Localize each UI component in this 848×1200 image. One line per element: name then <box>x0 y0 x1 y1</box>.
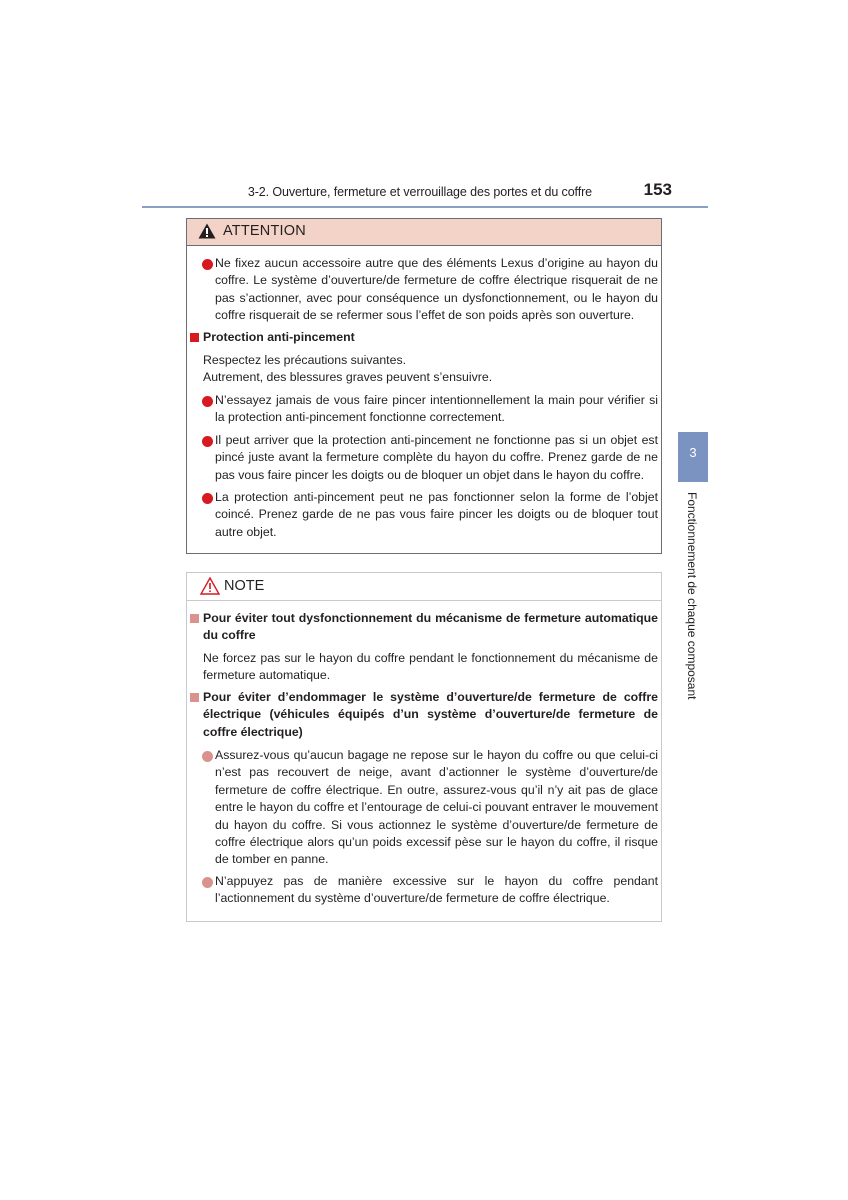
attention-bullet <box>202 255 658 325</box>
attention-title: ATTENTION <box>223 223 306 239</box>
note-bullet <box>202 873 658 908</box>
attention-bullet <box>202 432 658 484</box>
attention-header <box>187 219 661 246</box>
page-number: 153 <box>643 180 672 199</box>
square-bullet-icon <box>190 333 199 342</box>
bullet-text: N’appuyez pas de manière excessive sur le hayon du coffre pendant l’actionnement du système d’ouverture/de fermeture de coffre électrique. <box>215 874 658 906</box>
subheading-text: Pour éviter d’endommager le système d’ouverture/de fermeture de coffre électrique (véhicules équipés d’un système d’ouverture/de fermeture de coffre électrique) <box>203 690 658 739</box>
bullet-icon <box>202 396 213 407</box>
note-subheading <box>190 610 658 645</box>
chapter-label: Fonctionnement de chaque composant <box>685 492 699 700</box>
bullet-icon <box>202 436 213 447</box>
note-header <box>187 573 661 601</box>
attention-intro <box>203 352 658 387</box>
attention-bullet <box>202 489 658 541</box>
attention-bullet <box>202 392 658 427</box>
note-bullet <box>202 747 658 869</box>
paragraph-text: Ne forcez pas sur le hayon du coffre pendant le fonctionnement du mécanisme de fermeture automatique. <box>203 651 658 683</box>
bullet-text: Ne fixez aucun accessoire autre que des éléments Lexus d’origine au hayon du coffre. Le système d’ouverture/de fermeture de coffre électrique risquerait de ne pas s’actionner, avec pour conséquence un dysfonctionnement, ou le hayon du coffre risquerait de se refermer sous l’effet de son poids après son ouverture. <box>215 256 658 323</box>
bullet-text: La protection anti-pincement peut ne pas fonctionner selon la forme de l’objet coincé. Prenez garde de ne pas vous faire pincer les doigts ou de bloquer tout autre objet. <box>215 490 658 539</box>
note-text <box>203 650 658 685</box>
bullet-icon <box>202 751 213 762</box>
intro-text: Respectez les précautions suivantes. <box>203 353 407 367</box>
bullet-icon <box>202 877 213 888</box>
subheading-text: Pour éviter tout dysfonctionnement du mécanisme de fermeture automatique du coffre <box>203 611 658 643</box>
note-box <box>186 572 662 922</box>
header-rule <box>142 206 708 208</box>
section-title: 3-2. Ouverture, fermeture et verrouillage des portes et du coffre <box>247 185 592 199</box>
chapter-tab: 3 <box>678 432 708 482</box>
bullet-text: Il peut arriver que la protection anti-pincement ne fonctionne pas si un objet est pincé juste avant la fermeture complète du hayon du coffre. Prenez garde de ne pas vous faire pincer les doigts ou de bloquer un objet dans le hayon du coffre. <box>215 433 658 482</box>
subheading-text: Protection anti-pincement <box>203 330 355 344</box>
caution-icon <box>200 577 220 595</box>
note-subheading <box>190 689 658 741</box>
bullet-icon <box>202 493 213 504</box>
attention-subheading <box>190 329 658 346</box>
attention-box <box>186 218 662 554</box>
bullet-icon <box>202 259 213 270</box>
bullet-text: Assurez-vous qu’aucun bagage ne repose sur le hayon du coffre ou que celui-ci n’est pas recouvert de neige, avant d’actionner le système d’ouverture/de fermeture de coffre électrique. En outre, assurez-vous qu’il n’y ait pas de glace entre le hayon du coffre et l’entourage de celui-ci pouvant entraver le mouvement du hayon du coffre. Si vous actionnez le système d’ouverture/de fermeture de coffre électrique alors qu’un poids excessif pèse sur le hayon du coffre, il risque de tomber en panne. <box>215 748 658 867</box>
square-bullet-icon <box>190 614 199 623</box>
square-bullet-icon <box>190 693 199 702</box>
bullet-text: N’essayez jamais de vous faire pincer intentionnellement la main pour vérifier si la protection anti-pincement fonctionne correctement. <box>215 393 658 425</box>
page-header <box>142 178 708 208</box>
intro-text-2: Autrement, des blessures graves peuvent s’ensuivre. <box>203 370 493 385</box>
warning-icon <box>198 223 216 239</box>
note-title: NOTE <box>224 578 265 594</box>
